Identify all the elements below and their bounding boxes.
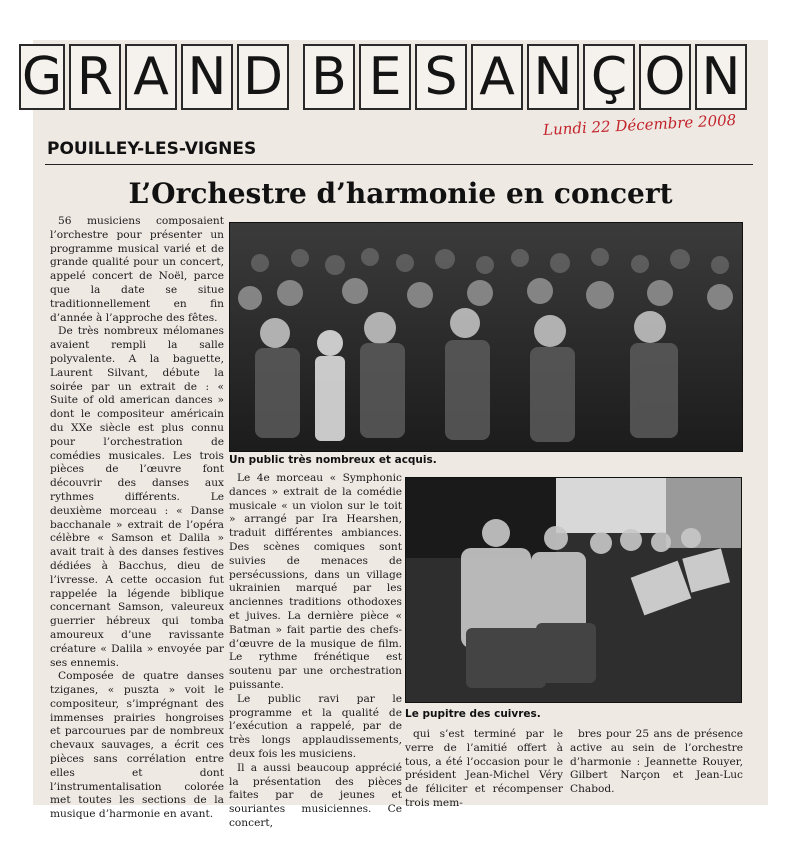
article-column-2 xyxy=(229,472,402,831)
paragraph: De très nombreux mélomanes avaient rempli la salle polyvalente. A la baguette, Laurent Silvant, débute la soirée par un extrait de : « Suite of old american dances » dont le compositeur américain du XXe siècle est plus connu pour l’orchestration de comédies musicales. Les trois pièces de l’œuvre font découvrir des danses aux rythmes différents. Le deuxième morceau : « Danse bacchanale » extrait de l’opéra célèbre « Samson et Dalila » avait trait à des danses festives dédiées à Bacchus, dieu de l’ivresse. A cette occasion fut rappelée la légende biblique concernant Samson, valeureux guerrier hébreux qui tomba amoureux d’une ravissante créature « Dalila » envoyée par ses ennemis. xyxy=(50,325,224,669)
masthead-letter: R xyxy=(69,44,121,110)
masthead-letter: Ç xyxy=(583,44,635,110)
masthead-letter: O xyxy=(639,44,691,110)
brass-section-photo xyxy=(405,477,742,703)
section-title: POUILLEY-LES-VIGNES xyxy=(47,139,257,159)
paragraph: 56 musiciens composaient l’orchestre pour présenter un programme musical varié et de grande qualité pour un concert, appelé concert de Noël, parce que la date se situe traditionnellement en fin d’année à l’approche des fêtes. xyxy=(50,215,224,324)
masthead-letter: E xyxy=(359,44,411,110)
headline: L’Orchestre d’harmonie en concert xyxy=(128,177,673,210)
newspaper-clipping xyxy=(21,40,768,829)
masthead-letter: G xyxy=(19,44,65,110)
masthead-letter: B xyxy=(303,44,355,110)
masthead-letter: N xyxy=(181,44,233,110)
paragraph: Composée de quatre danses tziganes, « puszta » voit le compositeur, s’imprégnant des immenses prairies hongroises et parcourues par de nombreux chevaux sauvages, a écrit ces pièces sans corrélation entre elles et dont l’instrumentalisation colorée met toutes les sections de la musique d’harmonie en avant. xyxy=(50,670,224,821)
audience-photo xyxy=(229,222,743,452)
masthead-letter: N xyxy=(527,44,579,110)
photo-caption: Le pupitre des cuivres. xyxy=(405,708,541,720)
masthead xyxy=(19,44,759,110)
paragraph: Il a aussi beaucoup apprécié la présentation des pièces faites par de jeunes et souriantes musiciennes. Ce concert, xyxy=(229,761,402,829)
masthead-letter: S xyxy=(415,44,467,110)
article-column-4 xyxy=(570,728,743,797)
article-column-1 xyxy=(50,215,224,822)
masthead-letter: N xyxy=(695,44,747,110)
masthead-letter: A xyxy=(125,44,177,110)
section-divider xyxy=(45,164,753,165)
handwritten-date: Lundi 22 Décembre 2008 xyxy=(542,110,737,140)
paragraph: qui s’est terminé par le verre de l’amitié offert à tous, a été l’occasion pour le président Jean-Michel Véry de féliciter et récompenser trois mem- xyxy=(405,728,563,809)
masthead-letter: D xyxy=(237,44,289,110)
article-column-3 xyxy=(405,728,563,811)
masthead-letter: A xyxy=(471,44,523,110)
photo-caption: Un public très nombreux et acquis. xyxy=(229,454,437,466)
masthead-band xyxy=(21,40,768,118)
paragraph: bres pour 25 ans de présence active au sein de l’orchestre d’harmonie : Jeannette Rouyer, Gilbert Narçon et Jean-Luc Chabod. xyxy=(570,728,743,796)
paragraph: Le 4e morceau « Symphonic dances » extrait de la comédie musicale « un violon sur le toit » arrangé par Ira Hearshen, traduit différentes ambiances. Des scènes comiques sont suivies de menaces de persécussions, dans un village ukrainien marqué par les anciennes traditions othodoxes et juives. La dernière pièce « Batman » fait partie des chefs-d’œuvre de la musique de film. Le rythme frénétique est soutenu par une orchestration puissante. xyxy=(229,472,402,691)
paragraph: Le public ravi par le programme et la qualité de l’exécution a rappelé, par de très longs applaudissements, deux fois les musiciens. xyxy=(229,692,402,760)
